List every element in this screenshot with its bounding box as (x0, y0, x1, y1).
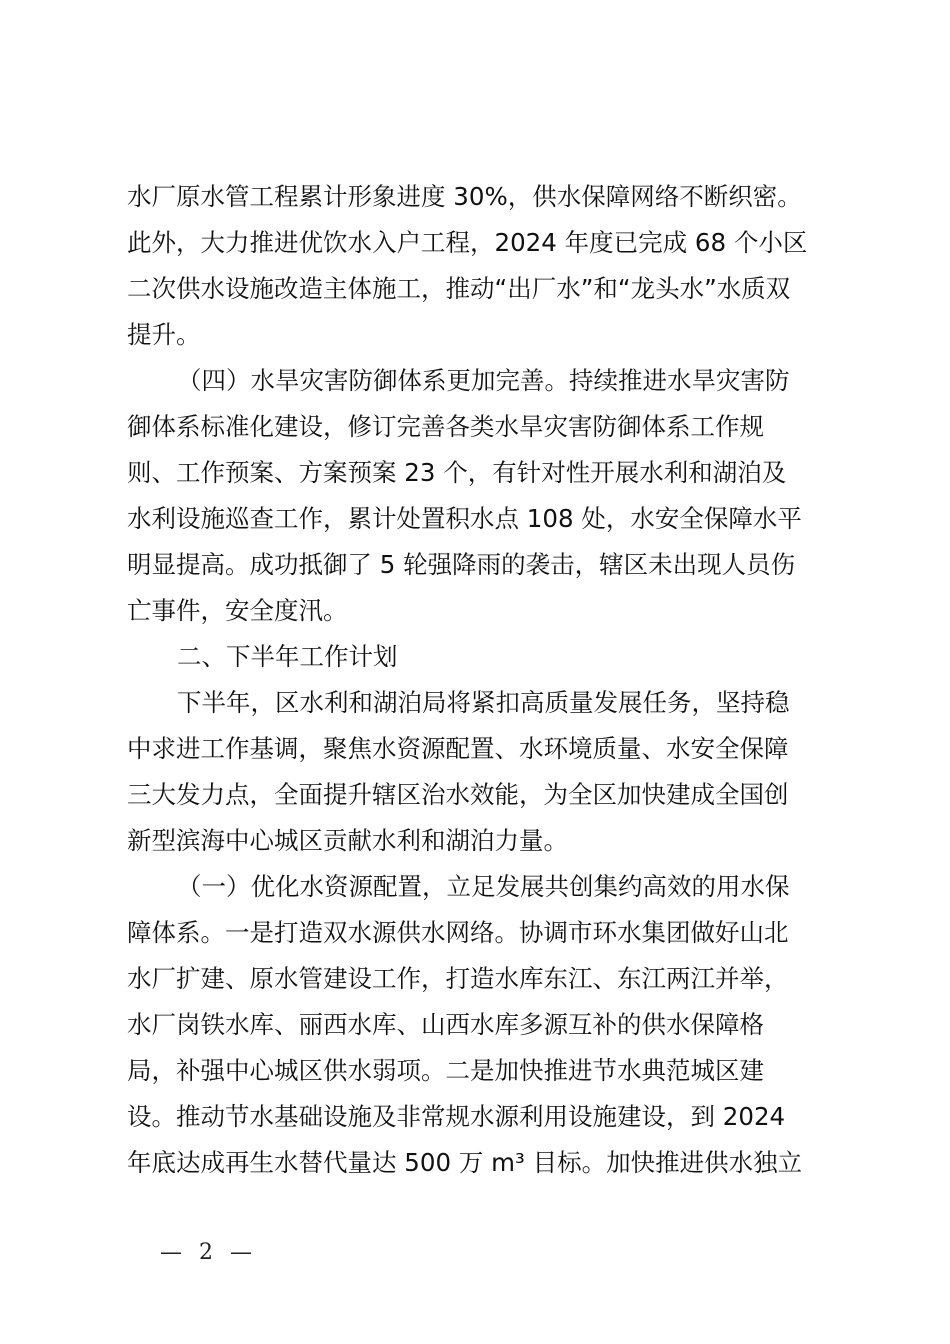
text-line: 提升。 (127, 320, 201, 349)
text-line: 明显提高。成功抵御了 5 轮强降雨的袭击，辖区未出现人员伤 (127, 550, 796, 579)
text-line: 御体系标准化建设，修订完善各类水旱灾害防御体系工作规 (127, 412, 764, 441)
page-footer (160, 1238, 252, 1268)
section-heading-one: （一）优化水资源配置，立足发展共创集约高效的用水保 (177, 872, 790, 901)
text-line: 则、工作预案、方案预案 23 个，有针对性开展水利和湖泊及 (127, 458, 787, 487)
text-line: 设。推动节水基础设施及非常规水源利用设施建设，到 2024 (127, 1102, 786, 1131)
text-line: 亡事件，安全度汛。 (127, 596, 348, 625)
document-body (127, 174, 837, 1186)
text-line: 局，补强中心城区供水弱项。二是加快推进节水典范城区建 (127, 1056, 764, 1085)
text-line: 水利设施巡查工作，累计处置积水点 108 处，水安全保障水平 (127, 504, 802, 533)
text-line: 水厂扩建、原水管建设工作，打造水库东江、东江两江并举， (127, 964, 789, 993)
page-number: 2 (199, 1240, 213, 1265)
text-line: 障体系。一是打造双水源供水网络。协调市环水集团做好山北 (127, 918, 789, 947)
text-line: 新型滨海中心城区贡献水利和湖泊力量。 (127, 826, 568, 855)
text-line: 下半年，区水利和湖泊局将紧扣高质量发展任务，坚持稳 (177, 688, 790, 717)
text-line: 此外，大力推进优饮水入户工程，2024 年度已完成 68 个小区 (127, 228, 808, 257)
footer-dash-right: — (230, 1240, 252, 1265)
text-line: 水厂原水管工程累计形象进度 30%，供水保障网络不断织密。 (127, 182, 802, 211)
section-heading-four: （四）水旱灾害防御体系更加完善。持续推进水旱灾害防 (177, 366, 790, 395)
footer-dash-left: — (160, 1240, 182, 1265)
text-line: 中求进工作基调，聚焦水资源配置、水环境质量、水安全保障 (127, 734, 789, 763)
text-line: 水厂岗铁水库、丽西水库、山西水库多源互补的供水保障格 (127, 1010, 764, 1039)
text-line: 二次供水设施改造主体施工，推动“出厂水”和“龙头水”水质双 (127, 274, 791, 303)
text-line: 三大发力点，全面提升辖区治水效能，为全区加快建成全国创 (127, 780, 789, 809)
section-heading-plan: 二、下半年工作计划 (177, 642, 398, 671)
text-line: 年底达成再生水替代量达 500 万 m³ 目标。加快推进供水独立 (127, 1148, 803, 1177)
